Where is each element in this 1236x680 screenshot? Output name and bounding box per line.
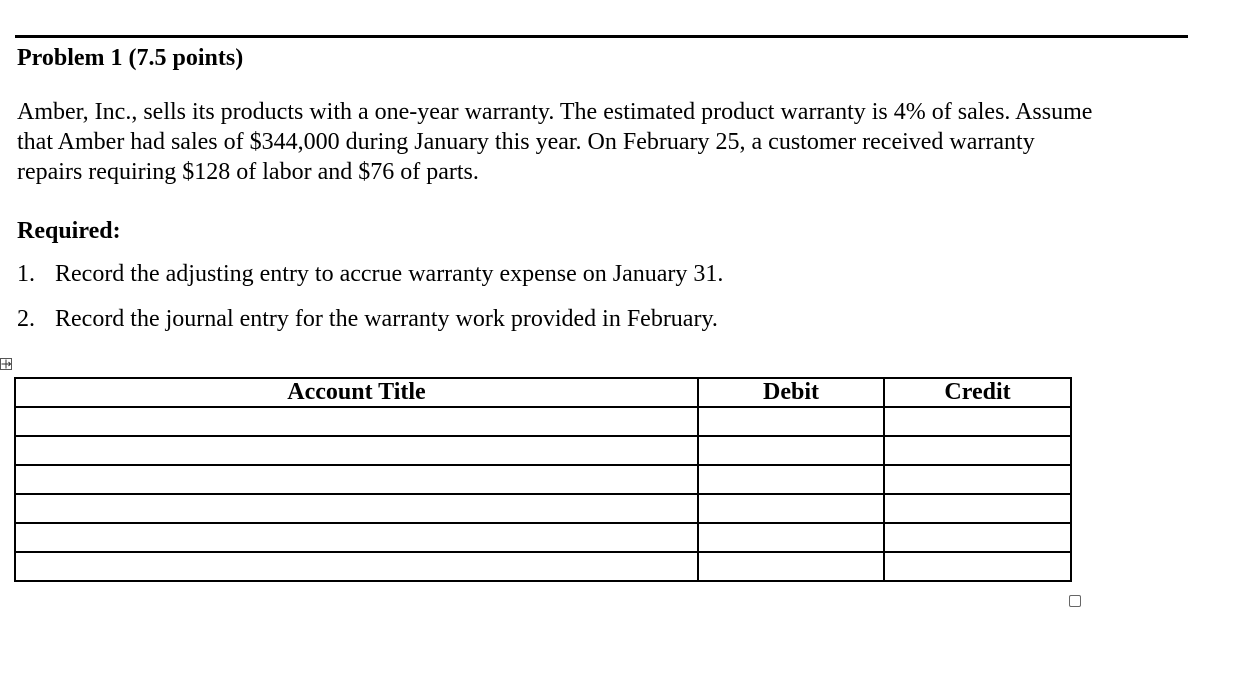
account-title-cell[interactable] [15,523,698,552]
table-row [15,436,1071,465]
debit-header: Debit [698,378,884,407]
account-title-cell[interactable] [15,465,698,494]
debit-cell[interactable] [698,465,884,494]
debit-cell[interactable] [698,552,884,581]
journal-entry-table [14,377,1072,582]
credit-cell[interactable] [884,552,1071,581]
required-item-2 [17,305,723,350]
move-arrows-icon[interactable] [0,358,12,370]
debit-cell[interactable] [698,436,884,465]
account-title-cell[interactable] [15,436,698,465]
table-row [15,465,1071,494]
problem-statement-line: repairs requiring $128 of labor and $76 of parts. [17,159,479,185]
required-item-text: Record the journal entry for the warranty work provided in February. [55,306,718,332]
credit-cell[interactable] [884,465,1071,494]
table-row [15,407,1071,436]
account-title-cell[interactable] [15,552,698,581]
credit-cell[interactable] [884,407,1071,436]
required-item-1 [17,260,723,305]
account-title-cell[interactable] [15,494,698,523]
required-heading: Required: [17,218,121,244]
debit-cell[interactable] [698,407,884,436]
required-list [17,260,723,350]
credit-cell[interactable] [884,436,1071,465]
debit-cell[interactable] [698,523,884,552]
account-title-header: Account Title [15,378,698,407]
account-title-cell[interactable] [15,407,698,436]
problem-title: Problem 1 (7.5 points) [17,45,244,71]
credit-cell[interactable] [884,494,1071,523]
table-row [15,523,1071,552]
credit-header: Credit [884,378,1071,407]
required-item-text: Record the adjusting entry to accrue warranty expense on January 31. [55,261,724,287]
table-row [15,494,1071,523]
problem-statement-line: Amber, Inc., sells its products with a one-year warranty. The estimated product warranty is 4% of sales. Assume [17,99,1093,125]
table-row [15,552,1071,581]
credit-cell[interactable] [884,523,1071,552]
table-header-row [15,378,1071,407]
resize-square-icon[interactable] [1069,595,1081,607]
problem-statement [17,97,1202,187]
problem-statement-line: that Amber had sales of $344,000 during January this year. On February 25, a customer received warranty [17,129,1035,155]
list-number: 2. [17,306,35,332]
section-divider [15,35,1188,38]
list-number: 1. [17,261,35,287]
debit-cell[interactable] [698,494,884,523]
